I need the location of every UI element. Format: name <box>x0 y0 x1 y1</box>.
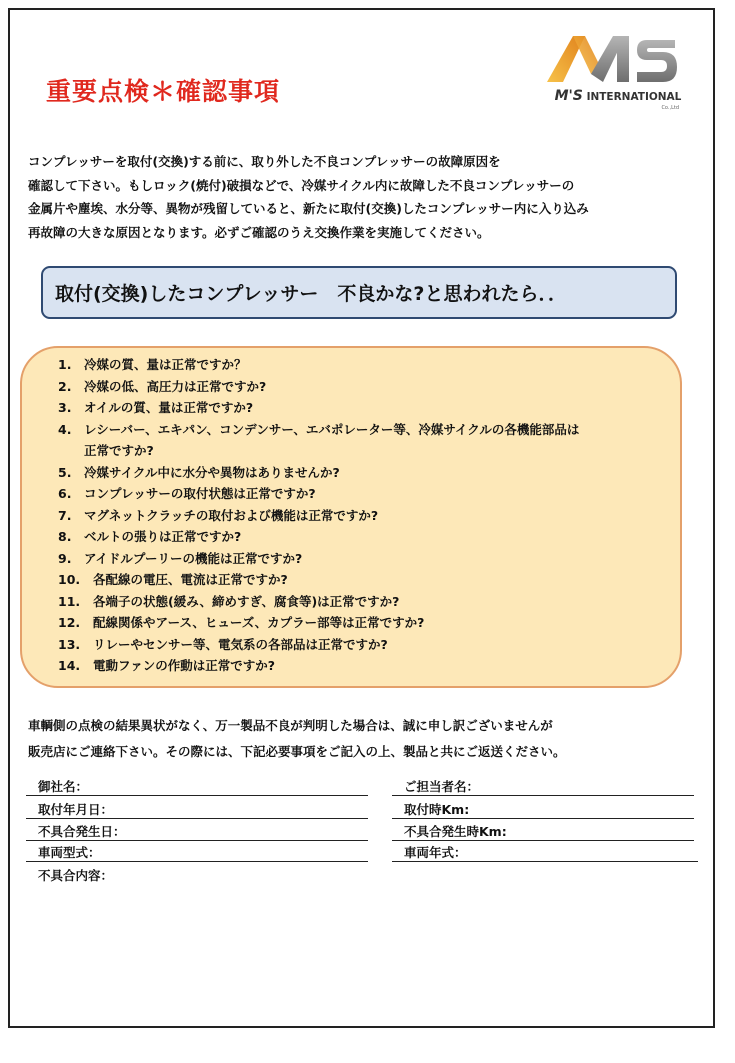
vehicle-model-label: 車両型式： <box>38 845 101 860</box>
install-km-label: 取付時Km: <box>404 802 470 817</box>
closing-line: 車輌側の点検の結果異状がなく、万一製品不良が判明した場合は、誠に申し訳ございませんが <box>28 718 553 733</box>
closing-paragraph <box>28 713 698 765</box>
section-banner <box>41 266 677 319</box>
install-date-label: 取付年月日： <box>38 802 114 817</box>
checklist-item: 5. 冷媒サイクル中に水分や異物はありませんか? <box>58 464 340 480</box>
install-date-field[interactable] <box>26 799 368 819</box>
intro-line: 確認して下さい。もしロック(焼付)破損などで、冷媒サイクル内に故障した不良コンプレッサーの <box>28 177 575 193</box>
logo-wordmark: M'S INTERNATIONAL <box>554 88 682 104</box>
intro-paragraph <box>28 150 698 244</box>
checklist-item: 12. 配線関係やアース、ヒューズ、カプラー部等は正常ですか? <box>58 615 425 630</box>
company-logo <box>543 30 693 110</box>
contact-field[interactable] <box>392 776 694 796</box>
vehicle-year-label: 車両年式： <box>404 845 467 860</box>
intro-line: コンプレッサーを取付(交換)する前に、取り外した不良コンプレッサーの故障原因を <box>28 154 501 169</box>
ms-logo-icon <box>543 30 693 86</box>
company-label: 御社名： <box>38 779 89 794</box>
checklist-item: 13. リレーやセンサー等、電気系の各部品は正常ですか? <box>58 636 388 652</box>
closing-line: 販売店にご連絡下さい。その際には、下記必要事項をご記入の上、製品と共にご返送ください。 <box>28 744 566 759</box>
checklist-item: 10. 各配線の電圧、電流は正常ですか? <box>58 572 288 587</box>
intro-line: 再故障の大きな原因となります。必ずご確認のうえ交換作業を実施してください。 <box>28 224 490 240</box>
banner-text: 取付(交換)したコンプレッサー 不良かな?と思われたら．． <box>55 283 567 305</box>
checklist-item: 11. 各端子の状態(緩み、締めすぎ、腐食等)は正常ですか? <box>58 593 400 609</box>
failure-detail-field[interactable] <box>26 864 368 884</box>
checklist-item: 4. レシーバー、エキパン、コンデンサー、エバポレーター等、冷媒サイクルの各機能部品は <box>58 421 580 437</box>
checklist-item: 1. 冷媒の質、量は正常ですか？ <box>58 357 247 372</box>
vehicle-year-field[interactable] <box>392 842 698 862</box>
intro-line: 金属片や塵埃、水分等、異物が残留していると、新たに取付(交換)したコンプレッサー内に入り込み <box>28 201 589 216</box>
failure-km-label: 不具合発生時Km: <box>404 824 507 839</box>
failure-date-field[interactable] <box>26 821 368 841</box>
contact-label: ご担当者名： <box>404 779 480 794</box>
vehicle-model-field[interactable] <box>26 842 368 862</box>
logo-subtext: Co.,Ltd <box>661 105 679 111</box>
checklist-item: 7. マグネットクラッチの取付および機能は正常ですか? <box>58 507 379 523</box>
failure-date-label: 不具合発生日： <box>38 824 126 839</box>
failure-km-field[interactable] <box>392 821 694 841</box>
checklist-item: 6. コンプレッサーの取付状態は正常ですか? <box>58 486 316 501</box>
checklist-item: 9. アイドルプーリーの機能は正常ですか? <box>58 550 303 566</box>
checklist-item: 8. ベルトの張りは正常ですか? <box>58 529 242 544</box>
checklist-item: 14. 電動ファンの作動は正常ですか? <box>58 658 276 673</box>
install-km-field[interactable] <box>392 799 694 819</box>
failure-detail-label: 不具合内容： <box>38 868 114 883</box>
checklist-item: 3. オイルの質、量は正常ですか? <box>58 400 254 415</box>
company-field[interactable] <box>26 776 368 796</box>
document-title: 重要点検＊確認事項 <box>46 77 281 106</box>
checklist-item-continuation: 正常ですか? <box>84 443 154 458</box>
checklist-box <box>20 346 682 688</box>
checklist <box>58 354 579 677</box>
checklist-item: 2. 冷媒の低、高圧力は正常ですか? <box>58 378 267 394</box>
